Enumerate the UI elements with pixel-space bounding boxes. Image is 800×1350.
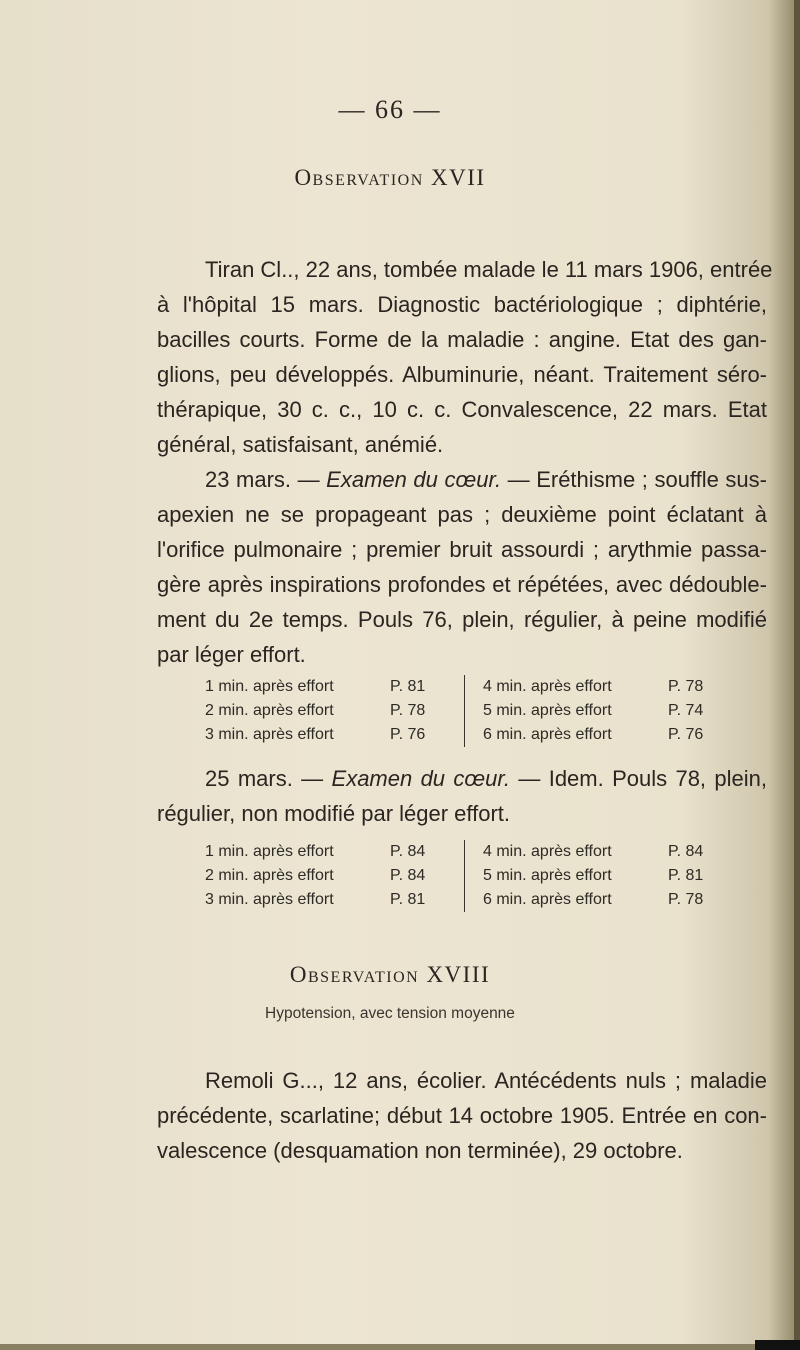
text-line: Tiran Cl.., 22 ans, tombée malade le 11 mars 1906, entrée — [205, 257, 773, 282]
text-line: valescence (desquamation non terminée), 29 octobre. — [157, 1138, 683, 1163]
text-line: ment du 2e temps. Pouls 76, plein, régulier, à peine modifié — [157, 607, 767, 632]
observation-17-paragraph-2 — [157, 462, 767, 672]
pulse-row — [205, 723, 445, 747]
text-line: glions, peu développés. Albuminurie, néant. Traitement séro- — [157, 362, 767, 387]
exam-heading: Examen du cœur. — [331, 766, 511, 791]
pulse-value: P. 81 — [390, 891, 426, 908]
pulse-time: 3 min. après effort — [205, 891, 334, 908]
exam-heading: Examen du cœur. — [326, 467, 502, 492]
observation-18-paragraph-1 — [157, 1063, 767, 1168]
pulse-time: 4 min. après effort — [483, 678, 612, 695]
table-divider — [464, 840, 465, 912]
pulse-value: P. 84 — [390, 843, 426, 860]
date-lead: 23 mars. — — [205, 467, 327, 492]
scan-page-edge — [794, 0, 800, 1350]
pulse-value: P. 81 — [390, 678, 426, 695]
observation-17-paragraph-3 — [157, 761, 767, 831]
pulse-row — [483, 699, 723, 723]
pulse-row — [483, 723, 723, 747]
pulse-row — [205, 699, 445, 723]
pulse-table-1-left — [205, 675, 445, 747]
text-line: précédente, scarlatine; début 14 octobre 1905. Entrée en con- — [157, 1103, 767, 1128]
pulse-row — [205, 864, 445, 888]
pulse-time: 1 min. après effort — [205, 843, 334, 860]
pulse-table-2-left — [205, 840, 445, 912]
pulse-time: 2 min. après effort — [205, 867, 334, 884]
pulse-value: P. 84 — [668, 843, 704, 860]
pulse-value: P. 78 — [390, 702, 426, 719]
scan-bottom-edge — [0, 1344, 800, 1350]
page-number: — 66 — — [338, 95, 442, 124]
pulse-value: P. 76 — [390, 726, 426, 743]
observation-17-title: Observation XVII — [294, 165, 486, 190]
pulse-time: 2 min. après effort — [205, 702, 334, 719]
text-line: apexien ne se propageant pas ; deuxième point éclatant à — [157, 502, 767, 527]
text-line: gère après inspirations profondes et répétées, avec dédouble- — [157, 572, 767, 597]
text-line: régulier, non modifié par léger effort. — [157, 801, 511, 826]
pulse-table-1-right — [483, 675, 723, 747]
pulse-value: P. 76 — [668, 726, 704, 743]
pulse-table-2-right — [483, 840, 723, 912]
pulse-value: P. 81 — [668, 867, 704, 884]
date-lead: 25 mars. — — [205, 766, 332, 791]
text-line: bacilles courts. Forme de la maladie : angine. Etat des gan- — [157, 327, 767, 352]
pulse-value: P. 78 — [668, 678, 704, 695]
text-fragment: — Eréthisme ; souffle sus- — [501, 467, 767, 492]
pulse-time: 4 min. après effort — [483, 843, 612, 860]
text-line: par léger effort. — [157, 642, 306, 667]
pulse-row — [483, 840, 723, 864]
pulse-time: 3 min. après effort — [205, 726, 334, 743]
text-line: à l'hôpital 15 mars. Diagnostic bactériologique ; diphtérie, — [157, 292, 767, 317]
text-line: Remoli G..., 12 ans, écolier. Antécédents nuls ; maladie — [205, 1068, 767, 1093]
text-fragment: — Idem. Pouls 78, plein, — [510, 766, 767, 791]
pulse-row — [483, 675, 723, 699]
pulse-row — [483, 888, 723, 912]
pulse-time: 1 min. après effort — [205, 678, 334, 695]
text-line: général, satisfaisant, anémié. — [157, 432, 444, 457]
observation-18-title: Observation XVIII — [289, 962, 491, 987]
pulse-time: 6 min. après effort — [483, 891, 612, 908]
pulse-row — [205, 888, 445, 912]
text-line — [157, 462, 767, 497]
pulse-time: 5 min. après effort — [483, 702, 612, 719]
pulse-time: 5 min. après effort — [483, 867, 612, 884]
pulse-value: P. 84 — [390, 867, 426, 884]
text-line: l'orifice pulmonaire ; premier bruit assourdi ; arythmie passa- — [157, 537, 767, 562]
observation-18-subtitle: Hypotension, avec tension moyenne — [265, 1005, 515, 1022]
text-line: thérapique, 30 c. c., 10 c. c. Convalescence, 22 mars. Etat — [157, 397, 767, 422]
pulse-row — [205, 840, 445, 864]
scan-corner-mark — [755, 1340, 800, 1350]
observation-17-paragraph-1 — [157, 252, 773, 462]
pulse-time: 6 min. après effort — [483, 726, 612, 743]
table-divider — [464, 675, 465, 747]
pulse-row — [205, 675, 445, 699]
pulse-value: P. 78 — [668, 891, 704, 908]
pulse-row — [483, 864, 723, 888]
pulse-value: P. 74 — [668, 702, 704, 719]
text-line — [157, 761, 767, 796]
